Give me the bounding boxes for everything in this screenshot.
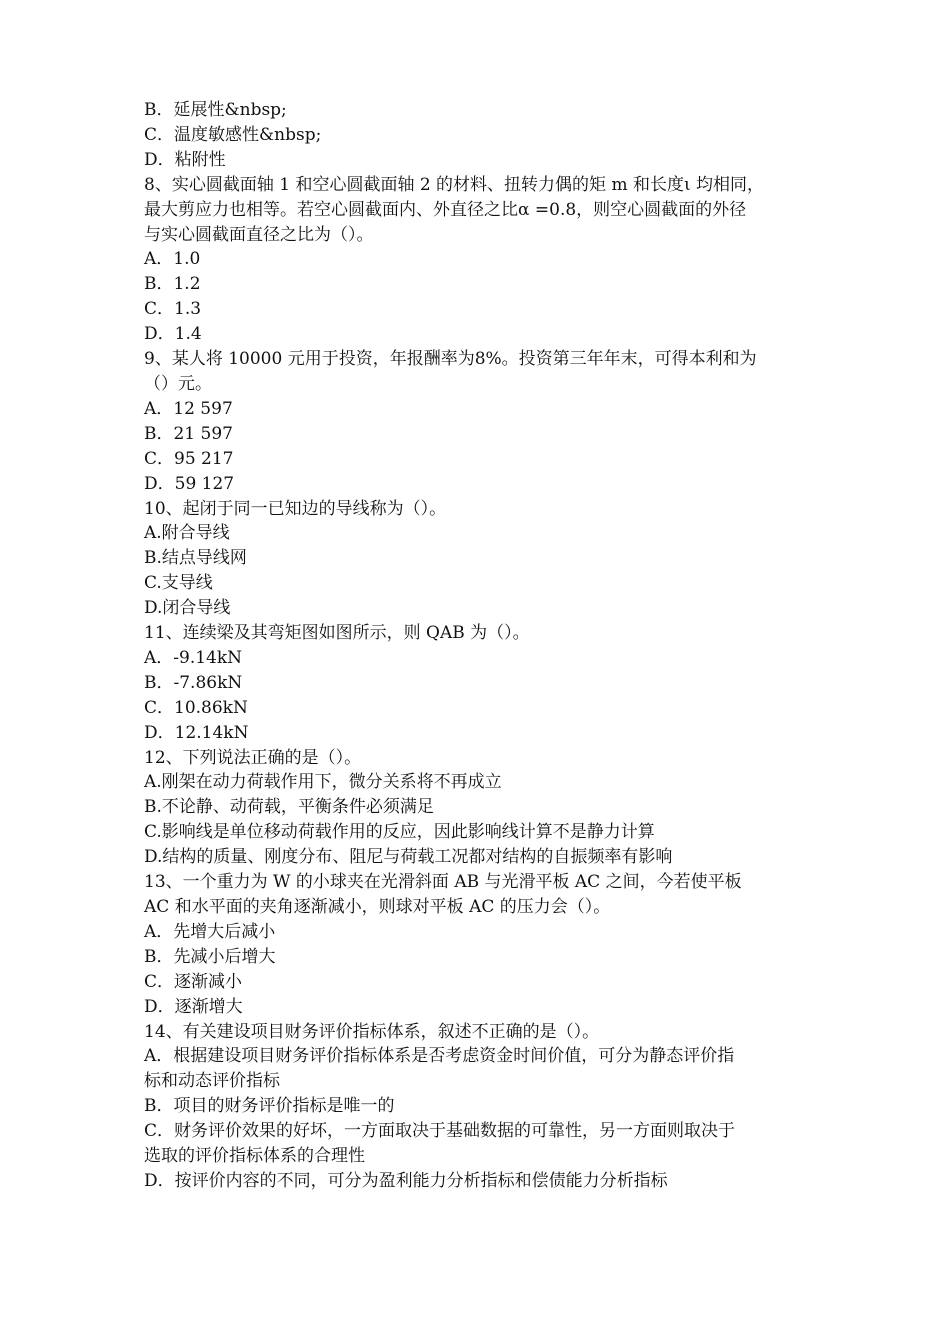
option-line: A．-9.14kN [144, 647, 243, 668]
option-line: A.附合导线 [144, 523, 230, 544]
option-line: B．21 597 [144, 423, 233, 444]
option-line: C．10.86kN [144, 697, 248, 718]
document-body [144, 98, 816, 1194]
option-line: D．59 127 [144, 473, 235, 494]
option-line: D．12.14kN [144, 722, 249, 743]
question-12: 12、下列说法正确的是（）。 [144, 747, 362, 768]
question-11: 11、连续梁及其弯矩图如图所示，则 QAB 为（）。 [144, 623, 530, 644]
option-line: C．95 217 [144, 448, 234, 469]
option-line: A．先增大后减小 [144, 921, 276, 942]
option-line: B．项目的财务评价指标是唯一的 [144, 1096, 395, 1117]
option-line: C.支导线 [144, 573, 213, 594]
option-line: B.不论静、动荷载，平衡条件必须满足 [144, 797, 434, 818]
option-line: C.影响线是单位移动荷载作用的反应，因此影响线计算不是静力计算 [144, 822, 655, 843]
option-line: B．先减小后增大 [144, 946, 276, 967]
question-8-line-2: 最大剪应力也相等。若空心圆截面内、外直径之比α =0.8，则空心圆截面的外径 [144, 199, 747, 220]
question-8-line-1: 8、实心圆截面轴 1 和空心圆截面轴 2 的材料、扭转力偶的矩 m 和长度ι 均相同， [144, 174, 765, 195]
question-8-line-3: 与实心圆截面直径之比为（）。 [144, 224, 374, 245]
option-line: D.结构的质量、刚度分布、阻尼与荷载工况都对结构的自振频率有影响 [144, 847, 673, 868]
option-line: C．温度敏感性&nbsp; [144, 124, 322, 145]
option-line: D．逐渐增大 [144, 996, 243, 1017]
question-10: 10、起闭于同一已知边的导线称为（）。 [144, 498, 447, 519]
option-line: A．1.0 [144, 249, 201, 270]
option-line-continued: 标和动态评价指标 [144, 1071, 280, 1092]
option-line: B．延展性&nbsp; [144, 100, 287, 120]
option-line: A.刚架在动力荷载作用下，微分关系将不再成立 [144, 772, 502, 793]
question-9-line-1: 9、某人将 10000 元用于投资，年报酬率为8%。投资第三年年末，可得本利和为 [144, 349, 757, 370]
option-line: D．1.4 [144, 324, 202, 345]
option-line: C．1.3 [144, 299, 202, 320]
option-line: B．1.2 [144, 274, 201, 295]
option-line: B.结点导线网 [144, 548, 247, 569]
option-line: D．粘附性 [144, 149, 226, 170]
option-line-continued: 选取的评价指标体系的合理性 [144, 1146, 365, 1167]
question-13-line-1: 13、一个重力为 W 的小球夹在光滑斜面 AB 与光滑平板 AC 之间，今若使平板 [144, 872, 742, 893]
option-line: A．12 597 [144, 398, 233, 419]
option-line: C．财务评价效果的好坏，一方面取决于基础数据的可靠性，另一方面则取决于 [144, 1121, 736, 1142]
option-line: A．根据建设项目财务评价指标体系是否考虑资金时间价值，可分为静态评价指 [144, 1046, 735, 1067]
option-line: C．逐渐减小 [144, 971, 243, 992]
option-line: D．按评价内容的不同，可分为盈利能力分析指标和偿债能力分析指标 [144, 1170, 668, 1191]
question-13-line-2: AC 和水平面的夹角逐渐减小，则球对平板 AC 的压力会（）。 [144, 897, 611, 917]
option-line: D.闭合导线 [144, 598, 231, 619]
question-14: 14、有关建设项目财务评价指标体系，叙述不正确的是（）。 [144, 1021, 600, 1042]
option-line: B．-7.86kN [144, 672, 243, 693]
question-9-line-2: （）元。 [144, 373, 212, 394]
